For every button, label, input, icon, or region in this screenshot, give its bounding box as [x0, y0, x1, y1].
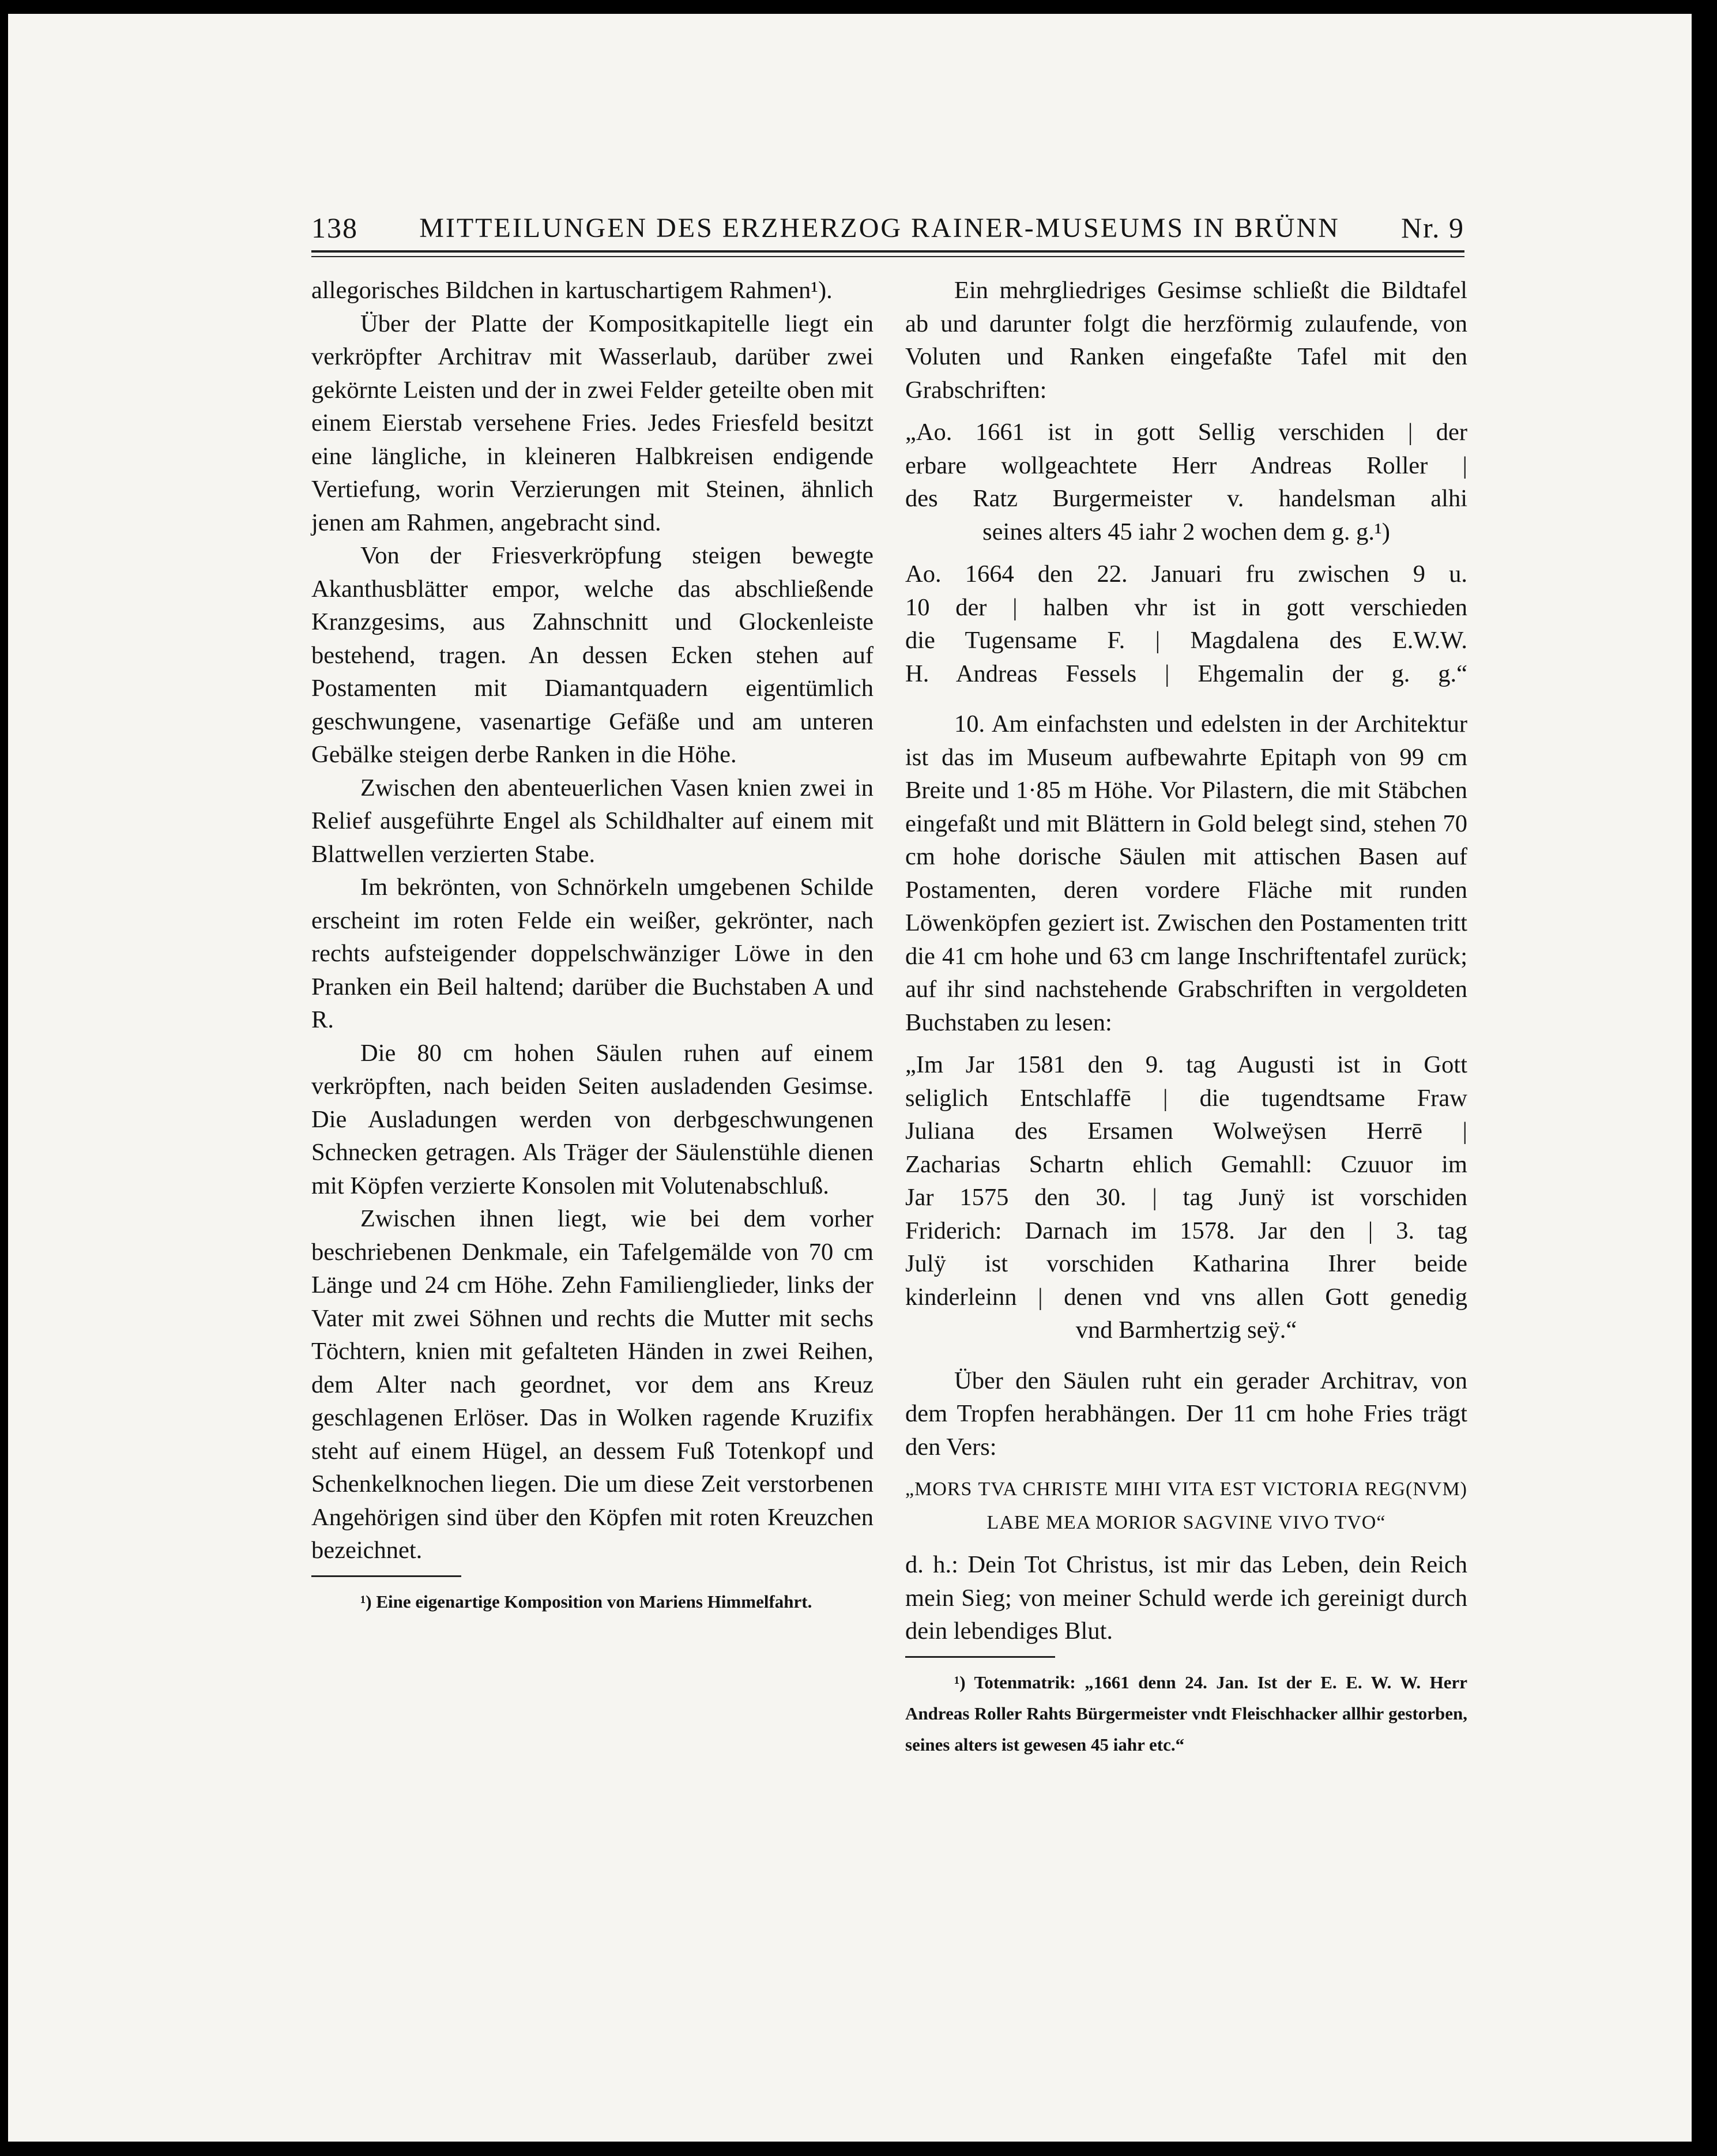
journal-title: MITTEILUNGEN DES ERZHERZOG RAINER-MUSEUMS IN BRÜNN — [419, 212, 1340, 243]
quote-line: kinderleinn | denen vnd vns allen Gott genedig — [905, 1283, 1467, 1311]
epitaph-quote-2 — [905, 558, 1467, 690]
right-column — [905, 274, 1467, 1760]
quote-line: die Tugensame F. | Magdalena des E.W.W. — [905, 627, 1467, 654]
quote-line: erbare wollgeachtete Herr Andreas Roller | — [905, 451, 1467, 479]
quote-line: vnd Barmhertzig seÿ.“ — [1075, 1316, 1297, 1344]
paragraph: Ein mehrgliedriges Gesimse schließt die Bildtafel ab und darunter folgt die herzförmig zulaufende, von Voluten und Ranken eingefaßte Tafel mit den Grabschriften: — [905, 277, 1467, 404]
page-number: 138 — [311, 212, 358, 244]
issue-number: Nr. 9 — [1400, 212, 1464, 244]
quote-line: Ao. 1664 den 22. Januari fru zwischen 9 u. — [905, 560, 1467, 588]
quote-line: des Ratz Burgermeister v. handelsman alhi — [905, 485, 1467, 512]
quote-line: Julÿ ist vorschiden Katharina Ihrer beide — [905, 1250, 1467, 1277]
quote-line: H. Andreas Fessels | Ehgemalin der g. g.“ — [905, 660, 1467, 687]
paragraph: Zwischen ihnen liegt, wie bei dem vorher beschriebenen Denkmale, ein Tafelgemälde von 70 cm Länge und 24 cm Höhe. Zehn Familienglieder, links der Vater mit zwei Söhnen und rechts die Mutter mit sechs Töchtern, knien mit gefalteten Händen in zwei Reihen, dem Alter nach geordnet, vor dem ans Kreuz geschlagenen Erlöser. Das in Wolken ragende Kruzifix steht auf einem Hügel, an dessem Fuß Totenkopf und Schenkelknochen liegen. Die um diese Zeit verstorbenen Angehörigen sind über den Köpfen mit roten Kreuzchen bezeichnet. — [311, 1205, 873, 1564]
paragraph: d. h.: Dein Tot Christus, ist mir das Leben, dein Reich mein Sieg; von meiner Schuld werde ich gereinigt durch dein lebendiges Blut. — [905, 1551, 1467, 1645]
paragraph: Über der Platte der Kompositkapitelle liegt ein verkröpfter Architrav mit Wasserlaub, darüber zwei gekörnte Leisten und der in zwei Felder geteilte oben mit einem Eierstab versehene Fries. Jedes Friesfeld besitzt eine längliche, in kleineren Halbkreisen endigende Vertiefung, worin Verzierungen mit Steinen, ähnlich jenen am Rahmen, angebracht sind. — [311, 310, 873, 536]
epitaph-quote-1 — [905, 416, 1467, 548]
quote-line: seliglich Entschlaffē | die tugendtsame Fraw — [905, 1084, 1467, 1112]
paragraph: Über den Säulen ruht ein gerader Architrav, von dem Tropfen herabhängen. Der 11 cm hohe Fries trägt den Vers: — [905, 1367, 1467, 1461]
quote-line: „Im Jar 1581 den 9. tag Augusti ist in Gott — [905, 1051, 1467, 1078]
paragraph: Im bekrönten, von Schnörkeln umgebenen Schilde erscheint im roten Felde ein weißer, gekrönter, nach rechts aufsteigender doppelschwänziger Löwe in den Pranken ein Beil haltend; darüber die Buchstaben A und R. — [311, 874, 873, 1033]
quote-line: Juliana des Ersamen Wolweÿsen Herrē | — [905, 1117, 1467, 1145]
document-page — [311, 202, 1467, 1874]
footnote: ¹) Totenmatrik: „1661 denn 24. Jan. Ist der E. E. W. W. Herr Andreas Roller Rahts Bürgermeister vndt Fleischhacker allhir gestorben, seines alters ist gewesen 45 iahr etc.“ — [905, 1672, 1467, 1755]
header-rule-thick — [311, 250, 1464, 253]
quote-line: Zacharias Schartn ehlich Gemahll: Czuuor im — [905, 1150, 1467, 1178]
footnote-rule — [905, 1656, 1055, 1658]
quote-line: seines alters 45 iahr 2 wochen dem g. g.¹) — [982, 518, 1390, 545]
verse-line: „MORS TVA CHRISTE MIHI VITA EST VICTORIA REG(NVM) — [905, 1478, 1467, 1500]
paragraph: allegorisches Bildchen in kartuschartigem Rahmen¹). — [311, 277, 833, 304]
epitaph-quote-3 — [905, 1048, 1467, 1347]
paragraph: Zwischen den abenteuerlichen Vasen knien zwei in Relief ausgeführte Engel als Schildhalter auf einem mit Blattwellen verzierten Stabe. — [311, 774, 873, 868]
paragraph: Die 80 cm hohen Säulen ruhen auf einem verkröpften, nach beiden Seiten ausladenden Gesimse. Die Ausladungen werden von derbgeschwungenen Schnecken getragen. Als Träger der Säulenstühle dienen mit Köpfen verzierte Konsolen mit Volutenabschluß. — [311, 1039, 873, 1199]
running-header — [311, 208, 1464, 248]
quote-line: „Ao. 1661 ist in gott Sellig verschiden | der — [905, 419, 1467, 446]
paragraph: Von der Friesverkröpfung steigen bewegte Akanthusblätter empor, welche das abschließende Kranzgesims, aus Zahnschnitt und Glockenleiste bestehend, tragen. An dessen Ecken stehen auf Postamenten mit Diamantquadern eigentümlich geschwungene, vasenartige Gefäße und am unteren Gebälke steigen derbe Ranken in die Höhe. — [311, 542, 873, 768]
verse-line: LABE MEA MORIOR SAGVINE VIVO TVO“ — [986, 1511, 1386, 1533]
footnote-rule — [311, 1575, 461, 1577]
header-rule-thin — [311, 256, 1464, 257]
quote-line: Friderich: Darnach im 1578. Jar den | 3. tag — [905, 1217, 1467, 1244]
quote-line: 10 der | halben vhr ist in gott verschieden — [905, 593, 1467, 621]
paragraph: 10. Am einfachsten und edelsten in der Architektur ist das im Museum aufbewahrte Epitaph von 99 cm Breite und 1·85 m Höhe. Vor Pilastern, die mit Stäbchen eingefaßt und mit Blättern in Gold belegt sind, stehen 70 cm hohe dorische Säulen mit attischen Basen auf Postamenten, deren vordere Fläche mit runden Löwenköpfen geziert ist. Zwischen den Postamenten tritt die 41 cm hohe und 63 cm lange Inschriftentafel zurück; auf ihr sind nachstehende Grabschriften in vergoldeten Buchstaben zu lesen: — [905, 710, 1467, 1036]
footnote: ¹) Eine eigenartige Komposition von Mariens Himmelfahrt. — [360, 1591, 812, 1612]
quote-line: Jar 1575 den 30. | tag Junÿ ist vorschiden — [905, 1184, 1467, 1211]
latin-verse — [905, 1473, 1467, 1539]
left-column — [311, 274, 873, 1617]
